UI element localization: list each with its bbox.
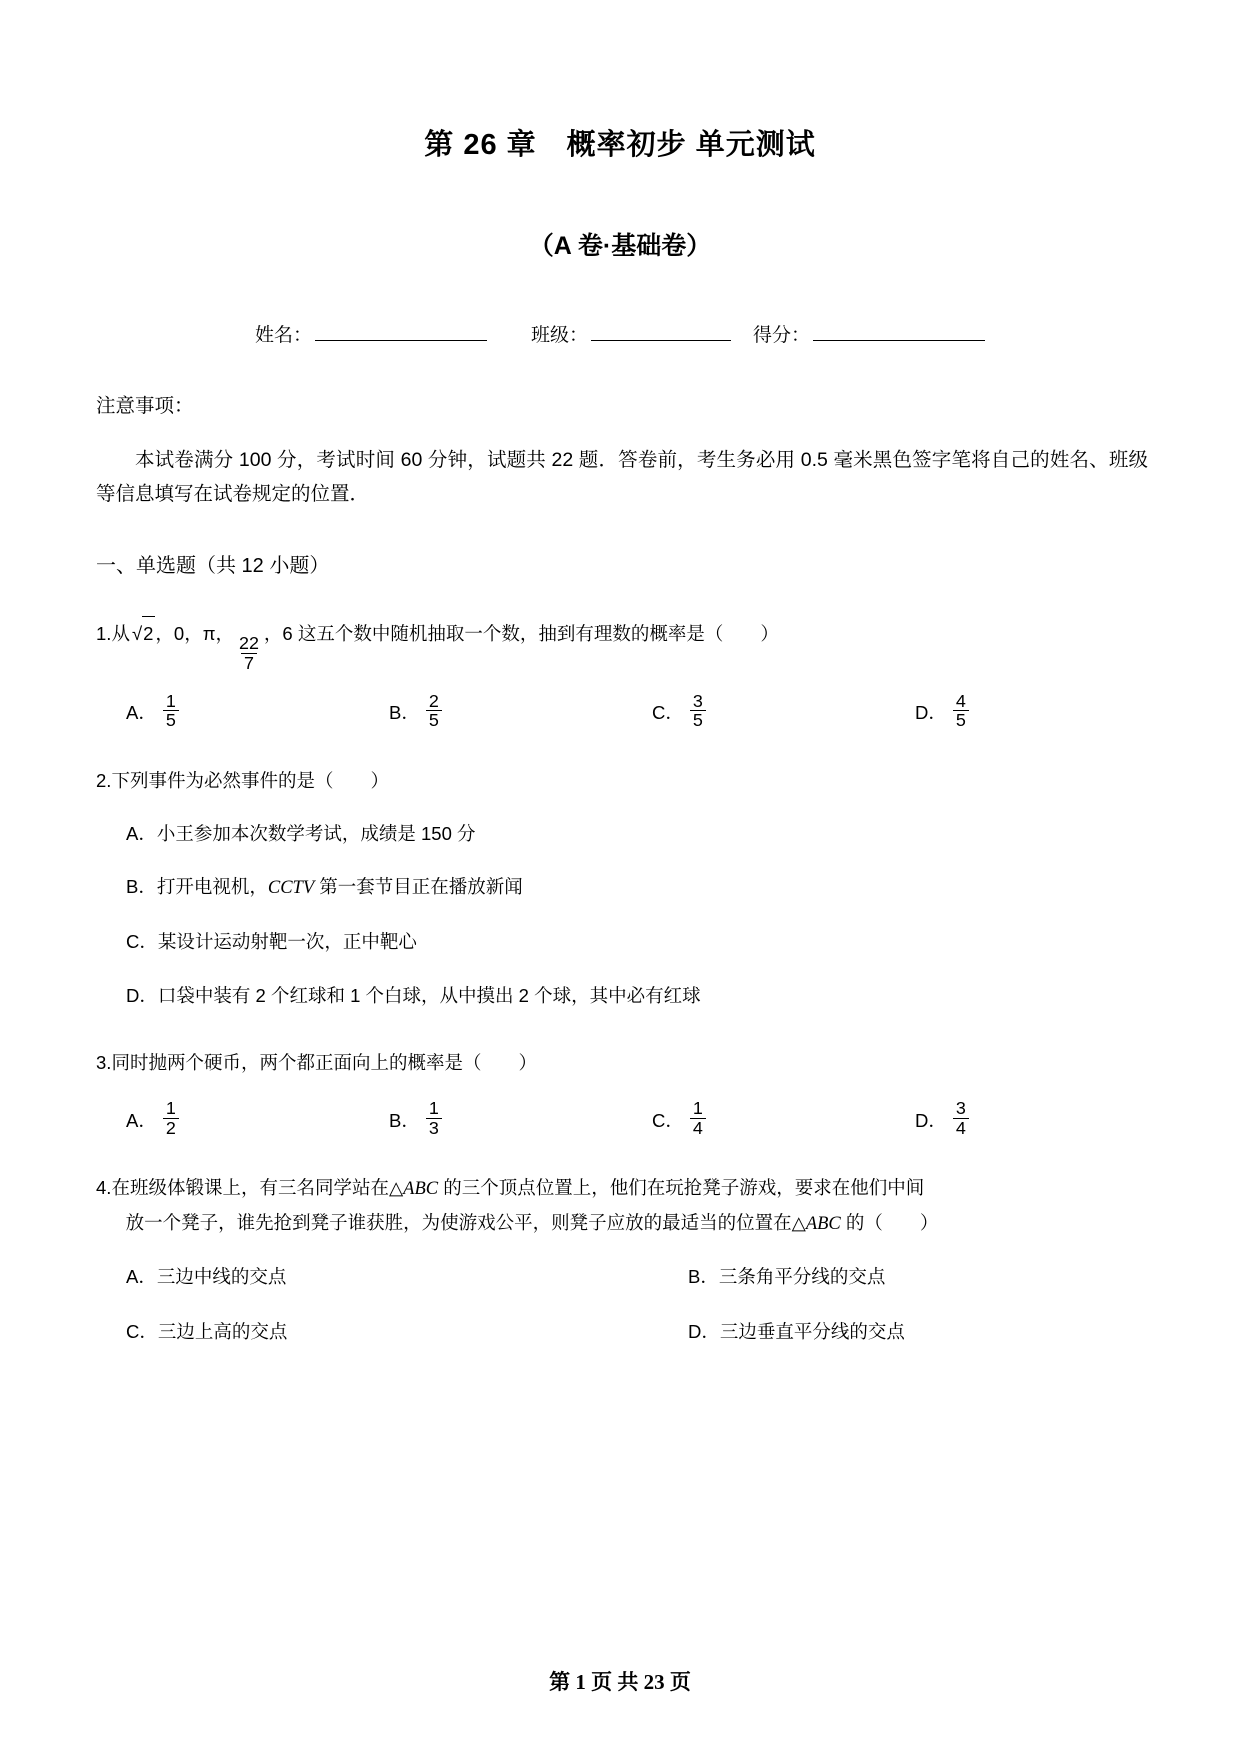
name-blank[interactable] <box>315 339 487 341</box>
score-label: 得分： <box>753 325 811 346</box>
notice-body: 本试卷满分 100 分，考试时间 60 分钟，试题共 22 题．答卷前，考生务必用 0.5 毫米黑色签字笔将自己的姓名、班级等信息填写在试卷规定的位置． <box>96 449 1148 506</box>
option-letter: B． <box>389 702 420 724</box>
fraction-denominator: 4 <box>953 1118 969 1137</box>
fraction-denominator: 5 <box>690 710 706 729</box>
question-2-number: 2. <box>96 769 112 791</box>
document-body <box>0 391 1240 1348</box>
option-letter: C． <box>126 931 158 953</box>
question-1-fraction <box>236 634 262 672</box>
notice-heading: 注意事项： <box>96 395 194 417</box>
name-label: 姓名： <box>254 325 312 346</box>
option-text: 口袋中装有 2 个红球和 1 个白球，从中摸出 2 个球，其中必有红球 <box>157 984 701 1006</box>
option-text-italic: CCTV <box>267 878 315 899</box>
section-heading: 一、单选题（共 12 小题） <box>96 555 330 578</box>
question-4-option-a[interactable] <box>96 1260 622 1293</box>
question-1-option-c[interactable] <box>622 692 885 730</box>
fraction-denominator: 4 <box>690 1118 706 1137</box>
question-1 <box>96 616 1148 729</box>
option-fraction <box>163 692 179 730</box>
question-3-stem-text: 同时抛两个硬币，两个都正面向上的概率是 <box>111 1052 463 1074</box>
question-3-answer-paren[interactable]: （ ） <box>462 1052 537 1074</box>
option-letter: C． <box>652 702 684 724</box>
option-letter: A． <box>126 822 157 844</box>
question-4-stem-line-2 <box>96 1206 1148 1241</box>
option-letter: D． <box>915 702 947 724</box>
option-letter: C． <box>652 1109 684 1131</box>
question-3-number: 3. <box>96 1052 112 1074</box>
question-3-option-a[interactable] <box>96 1099 359 1137</box>
question-1-radicand: 2 <box>142 616 155 650</box>
option-letter: D． <box>126 984 158 1006</box>
fraction-denominator: 5 <box>426 710 442 729</box>
class-field[interactable] <box>531 320 731 347</box>
question-4 <box>96 1171 1148 1348</box>
question-1-option-b[interactable] <box>359 692 622 730</box>
question-4-line2-italic: ABC <box>805 1214 841 1235</box>
question-2-option-c[interactable] <box>96 925 1148 958</box>
option-fraction <box>953 1099 969 1137</box>
option-text: 三边上高的交点 <box>157 1320 288 1342</box>
option-fraction <box>426 692 442 730</box>
fraction-denominator: 5 <box>163 710 179 729</box>
page-title: 第 26 章 概率初步 单元测试 <box>424 129 816 161</box>
fraction-denominator: 3 <box>426 1118 442 1137</box>
option-fraction <box>953 692 969 730</box>
option-letter: B． <box>126 876 157 898</box>
question-1-option-a[interactable] <box>96 692 359 730</box>
option-text: 三边垂直平分线的交点 <box>719 1320 905 1342</box>
question-4-options <box>96 1260 1148 1349</box>
question-4-line1-post: 的三个顶点位置上，他们在玩抢凳子游戏，要求在他们中间 <box>438 1176 925 1198</box>
fraction-numerator: 2 <box>428 691 439 711</box>
score-blank[interactable] <box>813 339 985 341</box>
option-letter: C． <box>126 1320 158 1342</box>
fraction-numerator: 3 <box>955 1098 966 1119</box>
question-2-stem-text: 下列事件为必然事件的是 <box>111 769 315 791</box>
question-1-answer-paren[interactable]: （ ） <box>704 623 779 645</box>
question-1-stem <box>96 616 1148 672</box>
option-letter: B． <box>688 1265 719 1287</box>
option-fraction <box>690 692 706 730</box>
question-4-option-b[interactable] <box>622 1260 1148 1293</box>
option-letter: A． <box>126 1109 157 1131</box>
question-1-option-d[interactable] <box>885 692 1148 730</box>
option-letter: B． <box>389 1109 420 1131</box>
option-text-post: 第一套节目正在播放新闻 <box>314 876 523 898</box>
question-2-option-d[interactable] <box>96 979 1148 1012</box>
question-1-stem-before: 从 <box>111 623 130 645</box>
fraction-numerator: 22 <box>238 633 259 654</box>
fraction-denominator: 2 <box>163 1118 179 1137</box>
question-3-options <box>96 1099 1148 1137</box>
question-2-option-b[interactable] <box>96 870 1148 905</box>
fraction-numerator: 1 <box>165 1098 176 1119</box>
name-field[interactable] <box>255 320 487 347</box>
question-2-stem <box>96 764 1148 797</box>
option-text: 三条角平分线的交点 <box>718 1265 886 1287</box>
question-2-option-a[interactable] <box>96 817 1148 850</box>
question-3-option-d[interactable] <box>885 1099 1148 1137</box>
question-4-line1-italic: ABC <box>403 1178 439 1199</box>
sqrt-icon: √2 <box>130 616 155 650</box>
option-letter: A． <box>126 702 157 724</box>
question-1-number: 1. <box>96 623 112 645</box>
fraction-denominator: 7 <box>241 653 257 672</box>
score-field[interactable] <box>753 320 985 347</box>
option-text: 三边中线的交点 <box>156 1265 287 1287</box>
class-label: 班级： <box>530 325 588 346</box>
fraction-numerator: 1 <box>692 1098 703 1119</box>
question-4-number: 4. <box>96 1176 112 1198</box>
fraction-numerator: 4 <box>955 691 966 711</box>
class-blank[interactable] <box>591 339 731 341</box>
question-2-answer-paren[interactable]: （ ） <box>314 769 389 791</box>
question-1-stem-mid: ，0，π， <box>155 623 234 645</box>
question-3 <box>96 1046 1148 1137</box>
question-3-option-b[interactable] <box>359 1099 622 1137</box>
question-1-stem-after: ，6 这五个数中随机抽取一个数，抽到有理数的概率是 <box>263 623 705 645</box>
question-4-line2-post: 的 <box>840 1212 865 1234</box>
option-text: 小王参加本次数学考试，成绩是 150 分 <box>156 822 476 844</box>
option-letter: D． <box>688 1320 720 1342</box>
fraction-numerator: 3 <box>692 691 703 711</box>
option-letter: D． <box>915 1109 947 1131</box>
question-4-answer-paren[interactable]: （ ） <box>864 1212 939 1234</box>
page-footer: 第 1 页 共 23 页 <box>549 1670 691 1694</box>
option-fraction <box>426 1099 442 1137</box>
question-4-stem-line-1 <box>96 1171 1148 1206</box>
question-4-option-c[interactable] <box>96 1315 622 1348</box>
question-3-option-c[interactable] <box>622 1099 885 1137</box>
identity-row <box>0 320 1240 347</box>
page-subtitle: （A 卷·基础卷） <box>528 232 712 260</box>
question-1-options <box>96 692 1148 730</box>
question-4-line2-pre: 放一个凳子，谁先抢到凳子谁获胜，为使游戏公平，则凳子应放的最适当的位置在△ <box>125 1212 806 1234</box>
option-fraction <box>690 1099 706 1137</box>
option-text-pre: 打开电视机， <box>156 876 268 898</box>
option-text: 某设计运动射靶一次，正中靶心 <box>157 931 417 953</box>
fraction-numerator: 1 <box>165 691 176 711</box>
option-fraction <box>163 1099 179 1137</box>
question-3-stem <box>96 1046 1148 1079</box>
question-2 <box>96 764 1148 1012</box>
option-letter: A． <box>126 1265 157 1287</box>
question-2-options <box>96 817 1148 1012</box>
question-4-option-d[interactable] <box>622 1315 1148 1348</box>
question-4-line1-pre: 在班级体锻课上，有三名同学站在△ <box>111 1176 404 1198</box>
fraction-denominator: 5 <box>953 710 969 729</box>
fraction-numerator: 1 <box>428 1098 439 1119</box>
